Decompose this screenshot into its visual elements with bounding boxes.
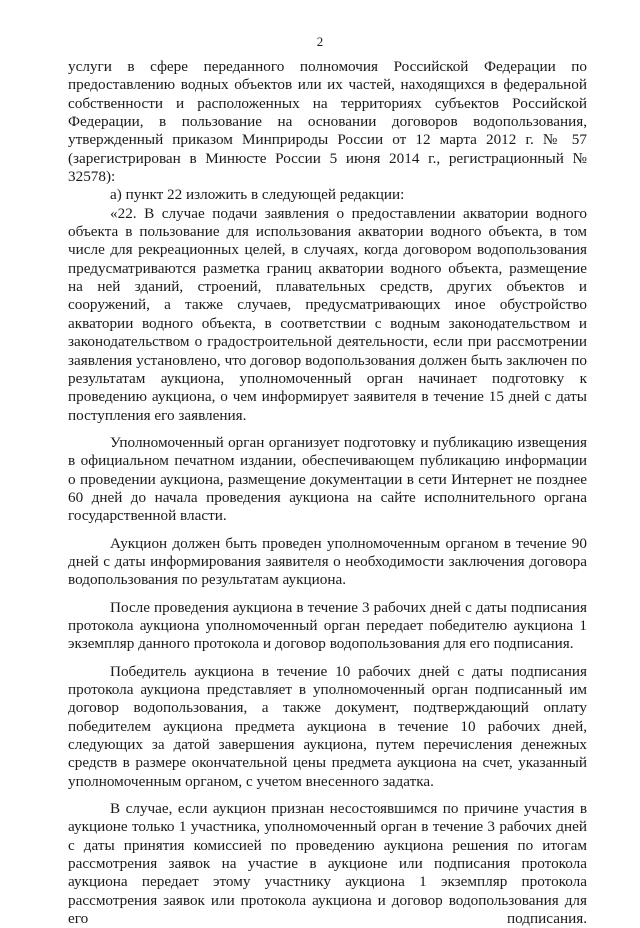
paragraph-clause-22: «22. В случае подачи заявления о предоставлении акватории водного объекта в пользование для использования акватории водного объекта, в том числе для рекреационных целей, в случаях, когда договором водопользования предусматриваются разметка границ акватории водного объекта, размещение на ней зданий, строений, плавательных средств, других объектов и сооружений, а также случаев, предусматривающих иное обустройство акватории водного объекта, в соответствии с водным законодательством и законодательством о градостроительной деятельности, если при рассмотрении заявления установлено, что договор водопользования должен быть заключен по результатам аукциона, уполномоченный орган начинает подготовку к проведению аукциона, о чем информирует заявителя в течение 15 дней с даты поступления его заявления. [68,204,587,424]
document-body [68,58,587,928]
paragraph-protocol: После проведения аукциона в течение 3 рабочих дней с даты подписания протокола аукциона уполномоченный орган передает победителю аукциона 1 экземпляр данного протокола и договор водопользования для его подписания. [68,598,587,653]
page-number: 2 [316,34,324,49]
paragraph-subpoint-a: а) пункт 22 изложить в следующей редакции: [110,186,405,204]
paragraph-failed-auction: В случае, если аукцион признан несостоявшимся по причине участия в аукционе только 1 участника, уполномоченный орган в течение 3 рабочих дней с даты принятия комиссией по проведению аукциона решения по итогам рассмотрения заявок на участие в аукционе или подписания протокола аукциона передает этому участнику аукциона 1 экземпляр протокола рассмотрения заявок или протокола аукциона и договор водопользования для его подписания. [68,800,587,928]
paragraph-winner: Победитель аукциона в течение 10 рабочих дней с даты подписания протокола аукциона представляет в уполномоченный орган подписанный им договор водопользования, а также документ, подтверждающий оплату победителем аукциона предмета аукциона в течение 10 рабочих дней, следующих за датой завершения аукциона, путем перечисления денежных средств в размере окончательной цены предмета аукциона на счет, указанный уполномоченным органом, с учетом внесенного задатка. [68,662,587,790]
paragraph-intro: услуги в сфере переданного полномочия Российской Федерации по предоставлению водных объектов или их частей, находящихся в федеральной собственности и расположенных на территориях субъектов Российской Федерации, в пользование на основании договоров водопользования, утвержденный приказом Минприроды России от 12 марта 2012 г. № 57 (зарегистрирован в Минюсте России 5 июня 2014 г., регистрационный № 32578): [68,58,587,186]
paragraph-auction-term: Аукцион должен быть проведен уполномоченным органом в течение 90 дней с даты информирования заявителя о необходимости заключения договора водопользования по результатам аукциона. [68,534,587,589]
paragraph-notice: Уполномоченный орган организует подготовку и публикацию извещения в официальном печатном издании, обеспечивающем публикацию информации о проведении аукциона, размещение документации в сети Интернет не позднее 60 дней до начала проведения аукциона на сайте исполнительного органа государственной власти. [68,433,587,525]
